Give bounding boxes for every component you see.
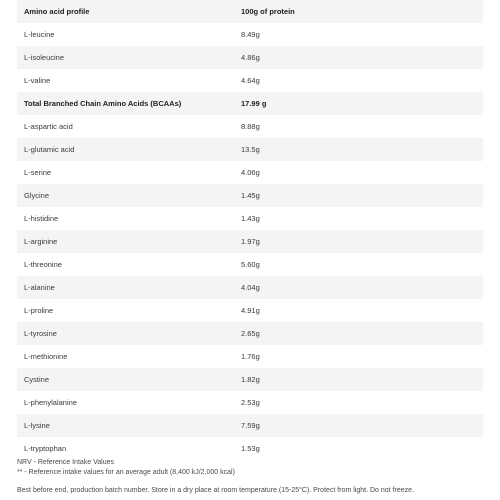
- amino-acid-value: 4.91g: [241, 306, 260, 315]
- header-amino-acid-profile: Amino acid profile: [24, 7, 90, 16]
- table-row: [17, 207, 483, 230]
- storage-footer: Best before end, production batch number. Store in a dry place at room temperature (15-25°C). Protect from light. Do not freeze.: [17, 487, 414, 494]
- amino-acid-name: L-tryptophan: [24, 444, 67, 453]
- amino-acid-value: 4.06g: [241, 168, 260, 177]
- table-row: [17, 253, 483, 276]
- amino-acid-name: L-arginine: [24, 237, 58, 246]
- amino-acid-name: L-glutamic acid: [24, 145, 75, 154]
- amino-acid-value: 1.76g: [241, 352, 260, 361]
- amino-acid-value: 8.88g: [241, 122, 260, 131]
- amino-acid-name: L-tyrosine: [24, 329, 57, 338]
- table-row: [17, 437, 483, 460]
- amino-acid-name: L-aspartic acid: [24, 122, 73, 131]
- amino-acid-value: 1.53g: [241, 444, 260, 453]
- amino-acid-value: 5.60g: [241, 260, 260, 269]
- table-row: [17, 299, 483, 322]
- amino-acid-name: L-threonine: [24, 260, 62, 269]
- amino-acid-value: 4.86g: [241, 53, 260, 62]
- table-row: [17, 184, 483, 207]
- table-row: [17, 46, 483, 69]
- amino-acid-table: [17, 0, 483, 460]
- table-body: [17, 23, 483, 460]
- amino-acid-name: L-lysine: [24, 421, 50, 430]
- nrv-note: NRV - Reference Intake Values: [17, 459, 115, 466]
- amino-acid-value: 7.59g: [241, 421, 260, 430]
- amino-acid-name: L-methionine: [24, 352, 68, 361]
- amino-acid-name: L-serine: [24, 168, 52, 177]
- table-row: [17, 414, 483, 437]
- table-row: [17, 115, 483, 138]
- amino-acid-value: 2.65g: [241, 329, 260, 338]
- table-row: [17, 230, 483, 253]
- table-row: [17, 23, 483, 46]
- header-per-100g-protein: 100g of protein: [241, 7, 295, 16]
- amino-acid-name: L-histidine: [24, 214, 59, 223]
- amino-acid-value: 1.97g: [241, 237, 260, 246]
- table-row: [17, 391, 483, 414]
- amino-acid-value: 4.64g: [241, 76, 260, 85]
- table-row: [17, 322, 483, 345]
- amino-acid-name: L-proline: [24, 306, 54, 315]
- table-row: [17, 276, 483, 299]
- table-row: [17, 368, 483, 391]
- amino-acid-value: 4.04g: [241, 283, 260, 292]
- amino-acid-name: L-alanine: [24, 283, 55, 292]
- amino-acid-value: 17.99 g: [241, 99, 267, 108]
- table-row: [17, 138, 483, 161]
- amino-acid-value: 1.45g: [241, 191, 260, 200]
- amino-acid-name: Total Branched Chain Amino Acids (BCAAs): [24, 99, 182, 108]
- amino-acid-value: 8.49g: [241, 30, 260, 39]
- amino-acid-name: Cystine: [24, 375, 50, 384]
- amino-acid-name: L-phenylalanine: [24, 398, 77, 407]
- amino-acid-value: 2.53g: [241, 398, 260, 407]
- table-row: [17, 345, 483, 368]
- amino-acid-value: 1.82g: [241, 375, 260, 384]
- notes: [17, 458, 235, 478]
- amino-acid-value: 13.5g: [241, 145, 260, 154]
- table-row: [17, 161, 483, 184]
- amino-acid-name: L-valine: [24, 76, 51, 85]
- table-row: [17, 69, 483, 92]
- table-header-row: [17, 0, 483, 23]
- table-row: [17, 92, 483, 115]
- reference-intake-note: ** - Reference intake values for an average adult (8,400 kJ/2,000 kcal): [17, 469, 235, 476]
- amino-acid-name: L-isoleucine: [24, 53, 65, 62]
- amino-acid-name: L-leucine: [24, 30, 55, 39]
- amino-acid-value: 1.43g: [241, 214, 260, 223]
- amino-acid-name: Glycine: [24, 191, 50, 200]
